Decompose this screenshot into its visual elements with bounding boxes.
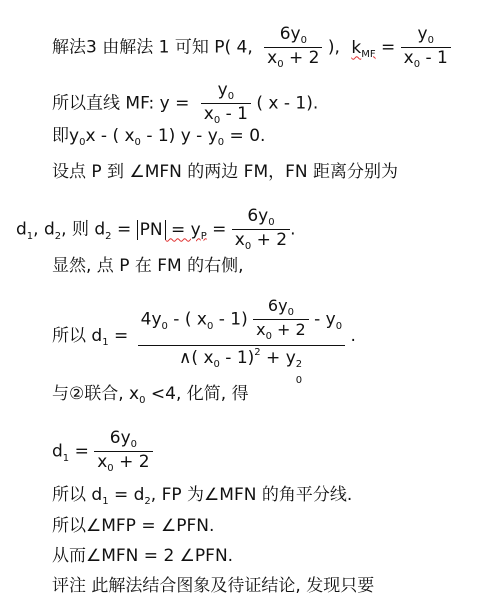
line-9: $d_1$ = $\frac{6y_0}{x_0 + 2}$ <box>52 428 153 475</box>
line-13: 评注 此解法结合图象及待证结论, 发现只要 <box>52 576 375 596</box>
fraction-inner-6y0: $\frac{6y_0}{x_0 + 2}$ <box>253 296 309 343</box>
line-6: 显然, 点 P 在 FM 的右侧, <box>52 256 244 276</box>
line-2: 所以直线 MF: y = $\frac{y_0}{x_0 - 1}$ ( x - 1). <box>52 80 319 127</box>
fraction-y0-over-x0-minus-1: $\frac{y_0}{x_0 - 1}$ <box>401 24 451 71</box>
fraction-line-mf: $\frac{y_0}{x_0 - 1}$ <box>201 80 251 127</box>
slope-k-mf: $k_{MF}$ <box>351 37 376 60</box>
line-10: 所以 $d_1 = d_2$, FP 为∠MFN 的角平分线. <box>52 485 353 507</box>
line-11: 所以∠MFP = ∠PFN. <box>52 516 215 536</box>
line-12: 从而∠MFN = 2 ∠PFN. <box>52 546 234 566</box>
fraction-d1-simplified: $\frac{6y_0}{x_0 + 2}$ <box>94 428 152 475</box>
line-4: 设点 P 到 ∠MFN 的两边 FM，FN 距离分别为 <box>52 162 399 182</box>
fraction-d1: $4y_0$ - ( $x_0 - 1$) $\frac{6y_0}{x_0 + 2}$ - $y_0$ ∧( $x_0 - 1)^2 + y$ 2 0 <box>138 296 345 373</box>
line-5: $d_1$, $d_2$, 则 $d_2$ = PN = $y_P$ = $\frac{6y_0}{x_0 + 2}$ . <box>16 206 296 253</box>
line-7: 所以 $d_1$ = $4y_0$ - ( $x_0 - 1$) $\frac{6y_0}{x_0 + 2}$ - $y_0$ ∧( $x_0 - 1)^2 + y$ 2 0 . <box>52 296 356 387</box>
line-8: 与②联合, $x_0 <4$, 化简, 得 <box>52 384 249 406</box>
line-1: 解法3 由解法 1 可知 P( 4, $\frac{6y_0}{x_0 + 2}$ ), $k_{MF}$ = $\frac{y_0}{x_0 - 1}$ <box>52 24 451 71</box>
fraction-6y0-over-x0-plus-2: $\frac{6y_0}{x_0 + 2}$ <box>264 24 322 71</box>
line-3: 即$y_0x$ - ( $x_0 - 1$) $y - y_0 = 0$. <box>52 126 266 148</box>
line-1-prefix: 解法3 由解法 1 可知 P( 4, <box>52 37 253 58</box>
abs-pn: PN <box>137 220 166 240</box>
fraction-yp: $\frac{6y_0}{x_0 + 2}$ <box>232 206 290 253</box>
